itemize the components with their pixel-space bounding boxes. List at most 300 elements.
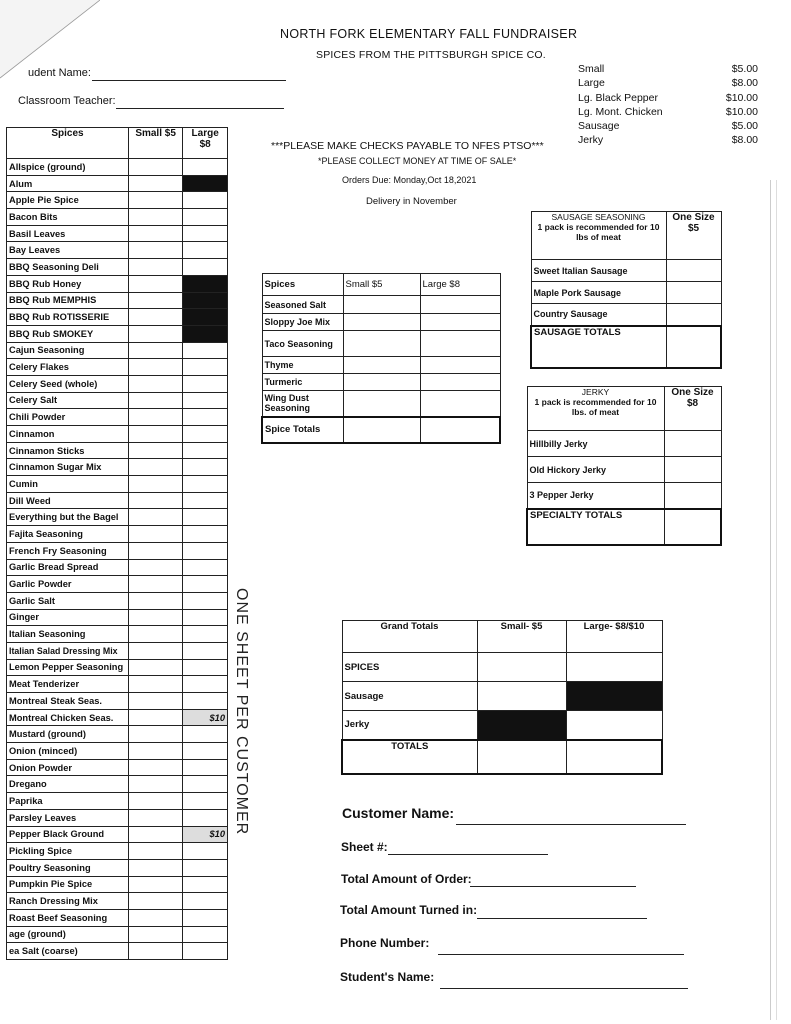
large-qty-cell[interactable] <box>183 809 228 826</box>
small-qty-cell[interactable] <box>128 509 182 526</box>
qty-cell[interactable] <box>666 260 721 282</box>
small-qty-cell[interactable] <box>128 442 182 459</box>
qty-cell[interactable] <box>343 314 420 331</box>
small-qty-cell[interactable] <box>128 359 182 376</box>
table-row <box>7 893 228 910</box>
qty-cell[interactable] <box>343 391 420 417</box>
small-qty-cell[interactable] <box>128 292 182 309</box>
spice-name: Italian Salad Dressing Mix <box>7 642 129 659</box>
col-header-large: Large $8 <box>420 274 500 296</box>
large-qty-cell[interactable] <box>183 776 228 793</box>
spice-name: Roast Beef Seasoning <box>7 909 129 926</box>
table-row <box>7 242 228 259</box>
qty-cell[interactable] <box>343 374 420 391</box>
small-qty-cell[interactable] <box>128 726 182 743</box>
table-row <box>7 926 228 943</box>
small-qty-cell[interactable] <box>128 693 182 710</box>
table-row <box>7 826 228 843</box>
large-qty-cell[interactable] <box>183 576 228 593</box>
table-row <box>7 626 228 643</box>
large-qty-cell[interactable] <box>183 159 228 176</box>
spice-name: Ginger <box>7 609 129 626</box>
spice-name: Apple Pie Spice <box>7 192 129 209</box>
table-row <box>7 943 228 960</box>
table-row <box>7 409 228 426</box>
small-qty-cell[interactable] <box>128 759 182 776</box>
large-qty-cell[interactable] <box>183 642 228 659</box>
spice-name: Chili Powder <box>7 409 129 426</box>
spice-name: Onion Powder <box>7 759 129 776</box>
large-qty-cell[interactable] <box>183 459 228 476</box>
large-qty-cell[interactable] <box>183 626 228 643</box>
large-qty-cell[interactable] <box>183 409 228 426</box>
small-qty-cell[interactable] <box>128 743 182 760</box>
small-qty-cell[interactable] <box>128 426 182 443</box>
table-row <box>262 357 500 374</box>
large-qty-cell[interactable] <box>183 509 228 526</box>
spice-name: Celery Salt <box>7 392 129 409</box>
row-label: Taco Seasoning <box>262 331 343 357</box>
table-row <box>7 259 228 276</box>
qty-cell[interactable] <box>420 331 500 357</box>
small-qty-cell[interactable] <box>128 175 182 192</box>
grand-row-sausage: Sausage <box>342 682 477 711</box>
table-row <box>7 793 228 810</box>
table-row <box>7 392 228 409</box>
teacher-line[interactable] <box>116 108 284 109</box>
small-qty-cell[interactable] <box>128 893 182 910</box>
large-qty-blocked <box>183 175 228 192</box>
table-row <box>527 431 721 457</box>
grand-spices-large[interactable] <box>566 653 662 682</box>
price-list-row <box>578 77 758 91</box>
jerky-title: JERKY <box>581 387 610 397</box>
small-qty-cell[interactable] <box>128 375 182 392</box>
row-label: Country Sausage <box>531 304 666 326</box>
large-qty-cell[interactable] <box>183 793 228 810</box>
jerky-header <box>527 387 664 431</box>
grand-header-large: Large- $8/$10 <box>566 621 662 653</box>
qty-cell[interactable] <box>666 304 721 326</box>
table-row <box>7 676 228 693</box>
small-qty-cell[interactable] <box>128 192 182 209</box>
table-row <box>7 609 228 626</box>
spice-name: BBQ Rub Honey <box>7 275 129 292</box>
spice-name: Pepper Black Ground <box>7 826 129 843</box>
table-row <box>7 693 228 710</box>
total-order-label: Total Amount of Order: <box>341 872 472 886</box>
table-row <box>7 909 228 926</box>
grand-row-jerky: Jerky <box>342 711 477 740</box>
jerky-note: 1 pack is recommended for 10 lbs. of meat <box>534 397 657 417</box>
large-qty-cell[interactable] <box>183 926 228 943</box>
table-row <box>527 457 721 483</box>
spice-name: Bacon Bits <box>7 209 129 226</box>
table-row <box>7 459 228 476</box>
row-label: Hillbilly Jerky <box>527 431 664 457</box>
jerky-totals-value[interactable] <box>664 509 721 545</box>
small-qty-cell[interactable] <box>128 776 182 793</box>
large-qty-cell[interactable] <box>183 225 228 242</box>
large-qty-blocked <box>183 292 228 309</box>
grand-totals-label: TOTALS <box>342 740 477 774</box>
total-order-line[interactable] <box>470 886 636 887</box>
large-qty-cell[interactable] <box>183 743 228 760</box>
small-qty-cell[interactable] <box>128 809 182 826</box>
total-turned-in-label: Total Amount Turned in: <box>340 903 478 917</box>
row-label: Thyme <box>262 357 343 374</box>
small-qty-cell[interactable] <box>128 859 182 876</box>
col-header-spices: Spices <box>262 274 343 296</box>
sausage-totals-value[interactable] <box>666 326 721 368</box>
small-qty-cell[interactable] <box>128 943 182 960</box>
small-qty-cell[interactable] <box>128 592 182 609</box>
large-price-note[interactable]: $10 <box>183 826 228 843</box>
sheet-line[interactable] <box>388 854 548 855</box>
spice-name: Cinnamon <box>7 426 129 443</box>
grand-row-spices: SPICES <box>342 653 477 682</box>
student-name-label: udent Name: <box>28 67 91 79</box>
table-row <box>7 375 228 392</box>
table-row <box>262 374 500 391</box>
small-qty-cell[interactable] <box>128 459 182 476</box>
spice-name: Everything but the Bagel <box>7 509 129 526</box>
grand-spices-small[interactable] <box>477 653 566 682</box>
table-row <box>7 526 228 543</box>
table-row <box>7 876 228 893</box>
price-item: Jerky <box>578 134 604 147</box>
large-qty-cell[interactable] <box>183 876 228 893</box>
large-qty-cell[interactable] <box>183 893 228 910</box>
large-qty-blocked <box>183 275 228 292</box>
table-row <box>7 342 228 359</box>
small-qty-cell[interactable] <box>128 926 182 943</box>
small-qty-cell[interactable] <box>128 159 182 176</box>
small-qty-cell[interactable] <box>128 826 182 843</box>
spice-name: Poultry Seasoning <box>7 859 129 876</box>
table-row <box>7 559 228 576</box>
large-qty-cell[interactable] <box>183 442 228 459</box>
spice-name: Onion (minced) <box>7 743 129 760</box>
sausage-size-header: One Size $5 <box>666 212 721 260</box>
table-row <box>7 192 228 209</box>
qty-cell[interactable] <box>664 457 721 483</box>
total-turned-in-line[interactable] <box>477 918 647 919</box>
phone-line[interactable] <box>438 954 684 955</box>
spice-name: Montreal Steak Seas. <box>7 693 129 710</box>
large-qty-cell[interactable] <box>183 359 228 376</box>
small-qty-cell[interactable] <box>128 843 182 860</box>
col-header-small: Small $5 <box>343 274 420 296</box>
paper-edge <box>770 180 771 1020</box>
table-row <box>531 282 721 304</box>
large-qty-cell[interactable] <box>183 592 228 609</box>
checks-notice: ***PLEASE MAKE CHECKS PAYABLE TO NFES PTSO*** <box>271 140 544 152</box>
spice-name: Pumpkin Pie Spice <box>7 876 129 893</box>
spice-name: Ranch Dressing Mix <box>7 893 129 910</box>
large-qty-cell[interactable] <box>183 526 228 543</box>
spice-totals-small[interactable] <box>343 417 420 443</box>
qty-cell[interactable] <box>343 331 420 357</box>
large-qty-cell[interactable] <box>183 909 228 926</box>
spice-name: Cajun Seasoning <box>7 342 129 359</box>
sausage-note: 1 pack is recommended for 10 lbs of meat <box>537 222 660 242</box>
spice-name: Celery Flakes <box>7 359 129 376</box>
row-label: Seasoned Salt <box>262 296 343 314</box>
table-row <box>262 391 500 417</box>
row-label: Sweet Italian Sausage <box>531 260 666 282</box>
table-row <box>7 659 228 676</box>
phone-label: Phone Number: <box>340 936 430 950</box>
qty-cell[interactable] <box>343 357 420 374</box>
qty-cell[interactable] <box>666 282 721 304</box>
large-qty-cell[interactable] <box>183 492 228 509</box>
price-item: Lg. Black Pepper <box>578 91 658 104</box>
jerky-totals-label: SPECIALTY TOTALS <box>527 509 664 545</box>
table-row <box>7 592 228 609</box>
spice-name: Celery Seed (whole) <box>7 375 129 392</box>
table-row <box>262 314 500 331</box>
spice-name: Paprika <box>7 793 129 810</box>
small-qty-cell[interactable] <box>128 876 182 893</box>
qty-cell[interactable] <box>420 391 500 417</box>
large-qty-blocked <box>183 309 228 326</box>
large-qty-cell[interactable] <box>183 676 228 693</box>
spice-name: BBQ Seasoning Deli <box>7 259 129 276</box>
spice-name: ea Salt (coarse) <box>7 943 129 960</box>
small-qty-cell[interactable] <box>128 793 182 810</box>
table-row <box>7 726 228 743</box>
due-notice: Orders Due: Monday,Oct 18,2021 <box>342 175 477 185</box>
small-qty-cell[interactable] <box>128 476 182 493</box>
spice-name: Pickling Spice <box>7 843 129 860</box>
price-value: $8.00 <box>731 77 758 90</box>
small-qty-cell[interactable] <box>128 609 182 626</box>
table-row <box>262 331 500 357</box>
small-qty-cell[interactable] <box>128 626 182 643</box>
small-qty-cell[interactable] <box>128 392 182 409</box>
spice-name: BBQ Rub ROTISSERIE <box>7 309 129 326</box>
spice-name: Alum <box>7 175 129 192</box>
spice-name: Cinnamon Sticks <box>7 442 129 459</box>
large-qty-cell[interactable] <box>183 192 228 209</box>
large-qty-cell[interactable] <box>183 859 228 876</box>
large-qty-cell[interactable] <box>183 342 228 359</box>
table-row <box>7 859 228 876</box>
large-qty-cell[interactable] <box>183 559 228 576</box>
customer-name-line[interactable] <box>456 824 686 825</box>
student-name-bottom-label: Student's Name: <box>340 970 435 984</box>
sheet-label: Sheet #: <box>341 840 388 854</box>
price-value: $10.00 <box>725 105 758 118</box>
one-sheet-note: ONE SHEET PER CUSTOMER <box>233 588 250 836</box>
small-qty-cell[interactable] <box>128 576 182 593</box>
table-row <box>7 292 228 309</box>
large-qty-blocked <box>183 325 228 342</box>
price-value: $5.00 <box>731 63 758 75</box>
paper-edge <box>776 180 777 1020</box>
large-qty-cell[interactable] <box>183 843 228 860</box>
small-qty-cell[interactable] <box>128 492 182 509</box>
large-qty-cell[interactable] <box>183 242 228 259</box>
spice-name: Italian Seasoning <box>7 626 129 643</box>
spice-name: Dregano <box>7 776 129 793</box>
large-qty-cell[interactable] <box>183 659 228 676</box>
page-title: NORTH FORK ELEMENTARY FALL FUNDRAISER <box>280 27 578 41</box>
table-row <box>7 509 228 526</box>
small-qty-cell[interactable] <box>128 559 182 576</box>
small-qty-cell[interactable] <box>128 526 182 543</box>
row-label: Turmeric <box>262 374 343 391</box>
large-qty-cell[interactable] <box>183 943 228 960</box>
qty-cell[interactable] <box>420 314 500 331</box>
small-qty-cell[interactable] <box>128 542 182 559</box>
table-row <box>7 809 228 826</box>
table-row <box>7 576 228 593</box>
grand-totals-table <box>341 620 663 775</box>
qty-cell[interactable] <box>420 296 500 314</box>
spice-name: Basil Leaves <box>7 225 129 242</box>
large-qty-cell[interactable] <box>183 426 228 443</box>
col-header-large: Large $8 <box>183 128 228 159</box>
table-row <box>527 483 721 509</box>
table-row <box>262 296 500 314</box>
spice-totals-large[interactable] <box>420 417 500 443</box>
small-qty-cell[interactable] <box>128 225 182 242</box>
extra-spices-table <box>261 273 501 444</box>
qty-cell[interactable] <box>664 431 721 457</box>
spice-name: Cinnamon Sugar Mix <box>7 459 129 476</box>
large-qty-cell[interactable] <box>183 375 228 392</box>
small-qty-cell[interactable] <box>128 325 182 342</box>
large-qty-cell[interactable] <box>183 609 228 626</box>
qty-cell[interactable] <box>420 357 500 374</box>
grand-jerky-large[interactable] <box>566 711 662 740</box>
price-value: $10.00 <box>725 91 758 104</box>
price-value: $5.00 <box>731 120 758 133</box>
grand-sausage-large-blocked <box>566 682 662 711</box>
spice-name: Fajita Seasoning <box>7 526 129 543</box>
price-list-row <box>578 92 758 106</box>
qty-cell[interactable] <box>664 483 721 509</box>
table-row <box>7 159 228 176</box>
row-label: Wing Dust Seasoning <box>262 391 343 417</box>
sausage-totals-label: SAUSAGE TOTALS <box>531 326 666 368</box>
spice-totals-label: Spice Totals <box>262 417 343 443</box>
small-qty-cell[interactable] <box>128 259 182 276</box>
student-name-line[interactable] <box>92 80 286 81</box>
large-qty-cell[interactable] <box>183 392 228 409</box>
small-qty-cell[interactable] <box>128 709 182 726</box>
spice-name: BBQ Rub SMOKEY <box>7 325 129 342</box>
spice-name: BBQ Rub MEMPHIS <box>7 292 129 309</box>
grand-totals-large[interactable] <box>566 740 662 774</box>
large-qty-cell[interactable] <box>183 476 228 493</box>
small-qty-cell[interactable] <box>128 209 182 226</box>
large-qty-cell[interactable] <box>183 542 228 559</box>
spice-name: French Fry Seasoning <box>7 542 129 559</box>
large-qty-cell[interactable] <box>183 759 228 776</box>
student-name-bottom-line[interactable] <box>440 988 688 989</box>
small-qty-cell[interactable] <box>128 642 182 659</box>
jerky-table <box>526 386 722 546</box>
qty-cell[interactable] <box>420 374 500 391</box>
qty-cell[interactable] <box>343 296 420 314</box>
teacher-label: Classroom Teacher: <box>18 95 116 107</box>
table-row <box>7 442 228 459</box>
large-qty-cell[interactable] <box>183 726 228 743</box>
table-row <box>7 225 228 242</box>
table-row <box>7 709 228 726</box>
table-row <box>7 175 228 192</box>
row-label: 3 Pepper Jerky <box>527 483 664 509</box>
price-list-row <box>578 106 758 120</box>
spice-name: Parsley Leaves <box>7 809 129 826</box>
table-row <box>7 476 228 493</box>
spice-name: Allspice (ground) <box>7 159 129 176</box>
price-item: Large <box>578 77 605 90</box>
small-qty-cell[interactable] <box>128 242 182 259</box>
row-label: Sloppy Joe Mix <box>262 314 343 331</box>
large-qty-cell[interactable] <box>183 259 228 276</box>
customer-name-label: Customer Name: <box>342 805 455 821</box>
grand-sausage-small[interactable] <box>477 682 566 711</box>
table-row <box>7 642 228 659</box>
large-qty-cell[interactable] <box>183 693 228 710</box>
large-price-note[interactable]: $10 <box>183 709 228 726</box>
spice-name: Garlic Salt <box>7 592 129 609</box>
spice-name: Dill Weed <box>7 492 129 509</box>
sausage-title: SAUSAGE SEASONING <box>551 212 646 222</box>
price-list-row <box>578 134 758 148</box>
small-qty-cell[interactable] <box>128 342 182 359</box>
table-row <box>7 776 228 793</box>
table-row <box>531 260 721 282</box>
spice-name: Mustard (ground) <box>7 726 129 743</box>
table-row <box>7 325 228 342</box>
price-value: $8.00 <box>731 134 758 147</box>
small-qty-cell[interactable] <box>128 659 182 676</box>
table-row <box>7 426 228 443</box>
grand-totals-small[interactable] <box>477 740 566 774</box>
spice-name: Meat Tenderizer <box>7 676 129 693</box>
small-qty-cell[interactable] <box>128 909 182 926</box>
price-item: Small <box>578 63 605 75</box>
col-header-spices: Spices <box>7 128 129 159</box>
spice-name: age (ground) <box>7 926 129 943</box>
grand-header-small: Small- $5 <box>477 621 566 653</box>
small-qty-cell[interactable] <box>128 409 182 426</box>
price-list <box>578 63 758 149</box>
price-list-row <box>578 63 758 77</box>
collect-notice: *PLEASE COLLECT MONEY AT TIME OF SALE* <box>318 156 517 166</box>
price-item: Sausage <box>578 120 620 133</box>
small-qty-cell[interactable] <box>128 676 182 693</box>
sausage-header <box>531 212 666 260</box>
spice-name: Lemon Pepper Seasoning <box>7 659 129 676</box>
grand-header-label: Grand Totals <box>342 621 477 653</box>
price-list-row <box>578 120 758 134</box>
small-qty-cell[interactable] <box>128 275 182 292</box>
table-row <box>7 759 228 776</box>
large-qty-cell[interactable] <box>183 209 228 226</box>
table-row <box>7 309 228 326</box>
jerky-size-header: One Size $8 <box>664 387 721 431</box>
table-row <box>7 843 228 860</box>
sausage-table <box>530 211 722 369</box>
spice-name: Bay Leaves <box>7 242 129 259</box>
small-qty-cell[interactable] <box>128 309 182 326</box>
